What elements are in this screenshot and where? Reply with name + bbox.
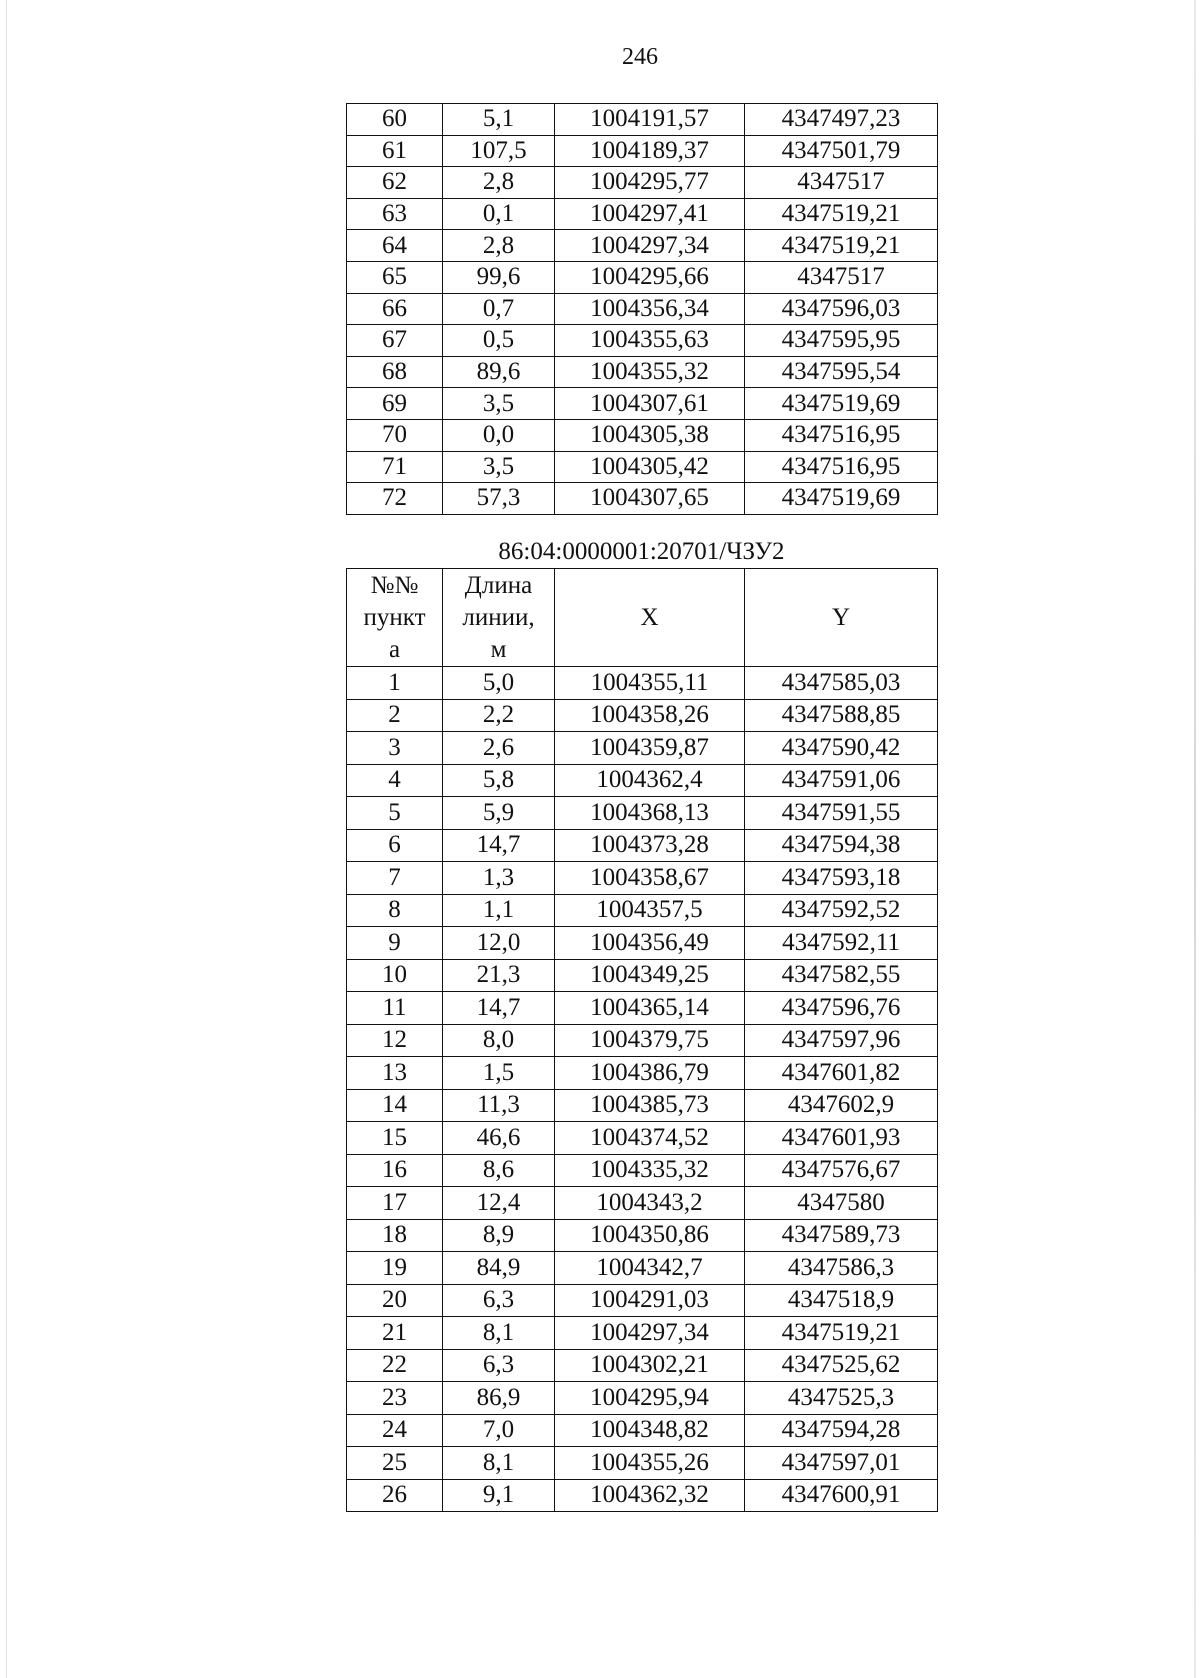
cell-point-number: 60 [347, 104, 443, 136]
table-row [347, 1154, 938, 1187]
cell-point-number: 23 [347, 1382, 443, 1415]
cell-y: 4347519,69 [745, 388, 938, 420]
cell-line-length: 2,8 [443, 167, 555, 199]
cell-line-length: 8,0 [443, 1024, 555, 1057]
table-row [347, 797, 938, 830]
cell-line-length: 5,9 [443, 797, 555, 830]
header-x: X [555, 569, 745, 667]
table-row [347, 862, 938, 895]
cell-y: 4347596,03 [745, 293, 938, 325]
cell-point-number: 24 [347, 1414, 443, 1447]
cell-line-length: 86,9 [443, 1382, 555, 1415]
scan-edge-left [6, 0, 7, 1678]
cell-point-number: 72 [347, 483, 443, 515]
cell-point-number: 21 [347, 1317, 443, 1350]
cell-line-length: 1,5 [443, 1057, 555, 1090]
header-y: Y [745, 569, 938, 667]
cell-line-length: 107,5 [443, 135, 555, 167]
header-line: линии, [462, 603, 535, 631]
header-line-length [443, 569, 555, 667]
section-title: 86:04:0000001:20701/ЧЗУ2 [498, 538, 785, 565]
cell-x: 1004295,66 [555, 261, 745, 293]
cell-x: 1004350,86 [555, 1219, 745, 1252]
cell-x: 1004295,77 [555, 167, 745, 199]
cell-point-number: 64 [347, 230, 443, 262]
table-row [347, 992, 938, 1025]
cell-x: 1004373,28 [555, 829, 745, 862]
cell-y: 4347594,28 [745, 1414, 938, 1447]
cell-line-length: 6,3 [443, 1284, 555, 1317]
cell-y: 4347497,23 [745, 104, 938, 136]
cell-point-number: 65 [347, 261, 443, 293]
table-row [347, 829, 938, 862]
coordinates-table-2 [346, 568, 938, 1512]
cell-x: 1004343,2 [555, 1187, 745, 1220]
cell-point-number: 2 [347, 699, 443, 732]
cell-y: 4347516,95 [745, 419, 938, 451]
cell-x: 1004355,32 [555, 356, 745, 388]
cell-x: 1004307,65 [555, 483, 745, 515]
cell-x: 1004355,11 [555, 667, 745, 700]
cell-point-number: 6 [347, 829, 443, 862]
cell-line-length: 5,8 [443, 764, 555, 797]
cell-line-length: 7,0 [443, 1414, 555, 1447]
cell-y: 4347601,82 [745, 1057, 938, 1090]
cell-point-number: 67 [347, 325, 443, 357]
table-row [347, 959, 938, 992]
cell-line-length: 12,0 [443, 927, 555, 960]
cell-y: 4347592,11 [745, 927, 938, 960]
cell-line-length: 57,3 [443, 483, 555, 515]
table-row [347, 261, 938, 293]
cell-line-length: 8,6 [443, 1154, 555, 1187]
cell-point-number: 3 [347, 732, 443, 765]
table-row [347, 135, 938, 167]
cell-y: 4347585,03 [745, 667, 938, 700]
table-row [347, 927, 938, 960]
cell-x: 1004358,67 [555, 862, 745, 895]
cell-y: 4347593,18 [745, 862, 938, 895]
cell-x: 1004368,13 [555, 797, 745, 830]
cell-line-length: 84,9 [443, 1252, 555, 1285]
page-number: 246 [622, 44, 658, 70]
cell-x: 1004362,32 [555, 1479, 745, 1512]
cell-y: 4347592,52 [745, 894, 938, 927]
table-row [347, 1317, 938, 1350]
header-line: пункт [363, 603, 426, 631]
cell-line-length: 21,3 [443, 959, 555, 992]
cell-y: 4347516,95 [745, 451, 938, 483]
cell-y: 4347591,55 [745, 797, 938, 830]
cell-point-number: 1 [347, 667, 443, 700]
cell-x: 1004189,37 [555, 135, 745, 167]
table-2-body [347, 667, 938, 1512]
cell-line-length: 2,6 [443, 732, 555, 765]
header-line: а [388, 635, 401, 663]
cell-line-length: 14,7 [443, 829, 555, 862]
cell-y: 4347597,96 [745, 1024, 938, 1057]
table-row [347, 1414, 938, 1447]
cell-x: 1004385,73 [555, 1089, 745, 1122]
table-row [347, 1122, 938, 1155]
table-row [347, 1479, 938, 1512]
cell-y: 4347576,67 [745, 1154, 938, 1187]
table-row [347, 1382, 938, 1415]
table-row [347, 699, 938, 732]
cell-point-number: 7 [347, 862, 443, 895]
table-row [347, 356, 938, 388]
cell-y: 4347588,85 [745, 699, 938, 732]
cell-line-length: 14,7 [443, 992, 555, 1025]
cell-x: 1004359,87 [555, 732, 745, 765]
table-row [347, 451, 938, 483]
cell-point-number: 61 [347, 135, 443, 167]
table-row [347, 1447, 938, 1480]
cell-y: 4347518,9 [745, 1284, 938, 1317]
cell-point-number: 62 [347, 167, 443, 199]
cell-point-number: 17 [347, 1187, 443, 1220]
cell-point-number: 14 [347, 1089, 443, 1122]
cell-x: 1004307,61 [555, 388, 745, 420]
table-row [347, 1252, 938, 1285]
cell-point-number: 20 [347, 1284, 443, 1317]
table-row [347, 894, 938, 927]
cell-y: 4347594,38 [745, 829, 938, 862]
cell-y: 4347586,3 [745, 1252, 938, 1285]
table-row [347, 1284, 938, 1317]
cell-x: 1004362,4 [555, 764, 745, 797]
cell-point-number: 8 [347, 894, 443, 927]
header-line: №№ [370, 571, 419, 599]
cell-line-length: 6,3 [443, 1349, 555, 1382]
cell-point-number: 26 [347, 1479, 443, 1512]
cell-point-number: 9 [347, 927, 443, 960]
cell-x: 1004355,26 [555, 1447, 745, 1480]
cell-point-number: 68 [347, 356, 443, 388]
cell-point-number: 12 [347, 1024, 443, 1057]
cell-x: 1004355,63 [555, 325, 745, 357]
cell-point-number: 13 [347, 1057, 443, 1090]
cell-line-length: 8,1 [443, 1317, 555, 1350]
cell-point-number: 63 [347, 198, 443, 230]
table-row [347, 230, 938, 262]
cell-y: 4347596,76 [745, 992, 938, 1025]
table-2-header [347, 569, 938, 667]
cell-x: 1004291,03 [555, 1284, 745, 1317]
table-row [347, 1024, 938, 1057]
table-row [347, 388, 938, 420]
cell-x: 1004365,14 [555, 992, 745, 1025]
cell-x: 1004295,94 [555, 1382, 745, 1415]
cell-x: 1004358,26 [555, 699, 745, 732]
cell-point-number: 4 [347, 764, 443, 797]
coordinates-table-chzu2 [346, 568, 937, 1512]
cell-x: 1004349,25 [555, 959, 745, 992]
cell-y: 4347597,01 [745, 1447, 938, 1480]
table-row [347, 104, 938, 136]
cell-point-number: 18 [347, 1219, 443, 1252]
cell-x: 1004386,79 [555, 1057, 745, 1090]
cell-x: 1004356,49 [555, 927, 745, 960]
cell-y: 4347595,95 [745, 325, 938, 357]
cell-x: 1004379,75 [555, 1024, 745, 1057]
cell-point-number: 15 [347, 1122, 443, 1155]
cell-y: 4347519,69 [745, 483, 938, 515]
cell-line-length: 0,0 [443, 419, 555, 451]
cell-point-number: 71 [347, 451, 443, 483]
coordinates-table-continued [346, 103, 937, 515]
cell-line-length: 8,1 [443, 1447, 555, 1480]
table-row [347, 1187, 938, 1220]
cell-line-length: 46,6 [443, 1122, 555, 1155]
cell-line-length: 9,1 [443, 1479, 555, 1512]
cell-line-length: 0,5 [443, 325, 555, 357]
cell-y: 4347525,3 [745, 1382, 938, 1415]
cell-y: 4347582,55 [745, 959, 938, 992]
cell-x: 1004335,32 [555, 1154, 745, 1187]
cell-y: 4347501,79 [745, 135, 938, 167]
cell-point-number: 5 [347, 797, 443, 830]
cell-line-length: 3,5 [443, 451, 555, 483]
cell-line-length: 89,6 [443, 356, 555, 388]
table-row [347, 198, 938, 230]
cell-x: 1004374,52 [555, 1122, 745, 1155]
cell-line-length: 8,9 [443, 1219, 555, 1252]
cell-line-length: 3,5 [443, 388, 555, 420]
cell-y: 4347601,93 [745, 1122, 938, 1155]
cell-x: 1004357,5 [555, 894, 745, 927]
cell-point-number: 22 [347, 1349, 443, 1382]
cell-x: 1004191,57 [555, 104, 745, 136]
cell-x: 1004297,34 [555, 230, 745, 262]
cell-point-number: 10 [347, 959, 443, 992]
cell-line-length: 99,6 [443, 261, 555, 293]
cell-x: 1004356,34 [555, 293, 745, 325]
cell-point-number: 25 [347, 1447, 443, 1480]
cell-y: 4347591,06 [745, 764, 938, 797]
table-row [347, 764, 938, 797]
table-row [347, 1057, 938, 1090]
table-row [347, 1089, 938, 1122]
cell-line-length: 11,3 [443, 1089, 555, 1122]
cell-point-number: 16 [347, 1154, 443, 1187]
header-line: м [490, 635, 507, 663]
cell-line-length: 1,1 [443, 894, 555, 927]
cell-x: 1004305,42 [555, 451, 745, 483]
cell-y: 4347602,9 [745, 1089, 938, 1122]
cell-line-length: 0,1 [443, 198, 555, 230]
cell-line-length: 12,4 [443, 1187, 555, 1220]
cell-line-length: 5,1 [443, 104, 555, 136]
cell-x: 1004342,7 [555, 1252, 745, 1285]
cell-line-length: 0,7 [443, 293, 555, 325]
coordinates-table-1 [346, 103, 938, 515]
cell-x: 1004302,21 [555, 1349, 745, 1382]
cell-y: 4347519,21 [745, 198, 938, 230]
cell-y: 4347589,73 [745, 1219, 938, 1252]
cell-line-length: 5,0 [443, 667, 555, 700]
cell-line-length: 2,2 [443, 699, 555, 732]
cell-y: 4347519,21 [745, 230, 938, 262]
cell-y: 4347525,62 [745, 1349, 938, 1382]
table-row [347, 1219, 938, 1252]
cell-x: 1004305,38 [555, 419, 745, 451]
table-row [347, 1349, 938, 1382]
cell-line-length: 2,8 [443, 230, 555, 262]
cell-x: 1004297,41 [555, 198, 745, 230]
cell-y: 4347580 [745, 1187, 938, 1220]
cell-point-number: 11 [347, 992, 443, 1025]
cell-point-number: 70 [347, 419, 443, 451]
cell-y: 4347517 [745, 167, 938, 199]
cell-y: 4347590,42 [745, 732, 938, 765]
cell-x: 1004348,82 [555, 1414, 745, 1447]
cell-x: 1004297,34 [555, 1317, 745, 1350]
cell-y: 4347595,54 [745, 356, 938, 388]
table-row [347, 167, 938, 199]
header-row [347, 569, 938, 667]
table-row [347, 419, 938, 451]
header-line: Длина [464, 571, 533, 599]
scan-edge-right [1194, 0, 1196, 1678]
cell-y: 4347600,91 [745, 1479, 938, 1512]
cell-point-number: 19 [347, 1252, 443, 1285]
cell-y: 4347517 [745, 261, 938, 293]
table-1-body [347, 104, 938, 515]
table-row [347, 483, 938, 515]
cell-point-number: 66 [347, 293, 443, 325]
cell-y: 4347519,21 [745, 1317, 938, 1350]
table-row [347, 325, 938, 357]
header-point-number [347, 569, 443, 667]
cell-point-number: 69 [347, 388, 443, 420]
table-row [347, 293, 938, 325]
table-row [347, 732, 938, 765]
cell-line-length: 1,3 [443, 862, 555, 895]
table-row [347, 667, 938, 700]
